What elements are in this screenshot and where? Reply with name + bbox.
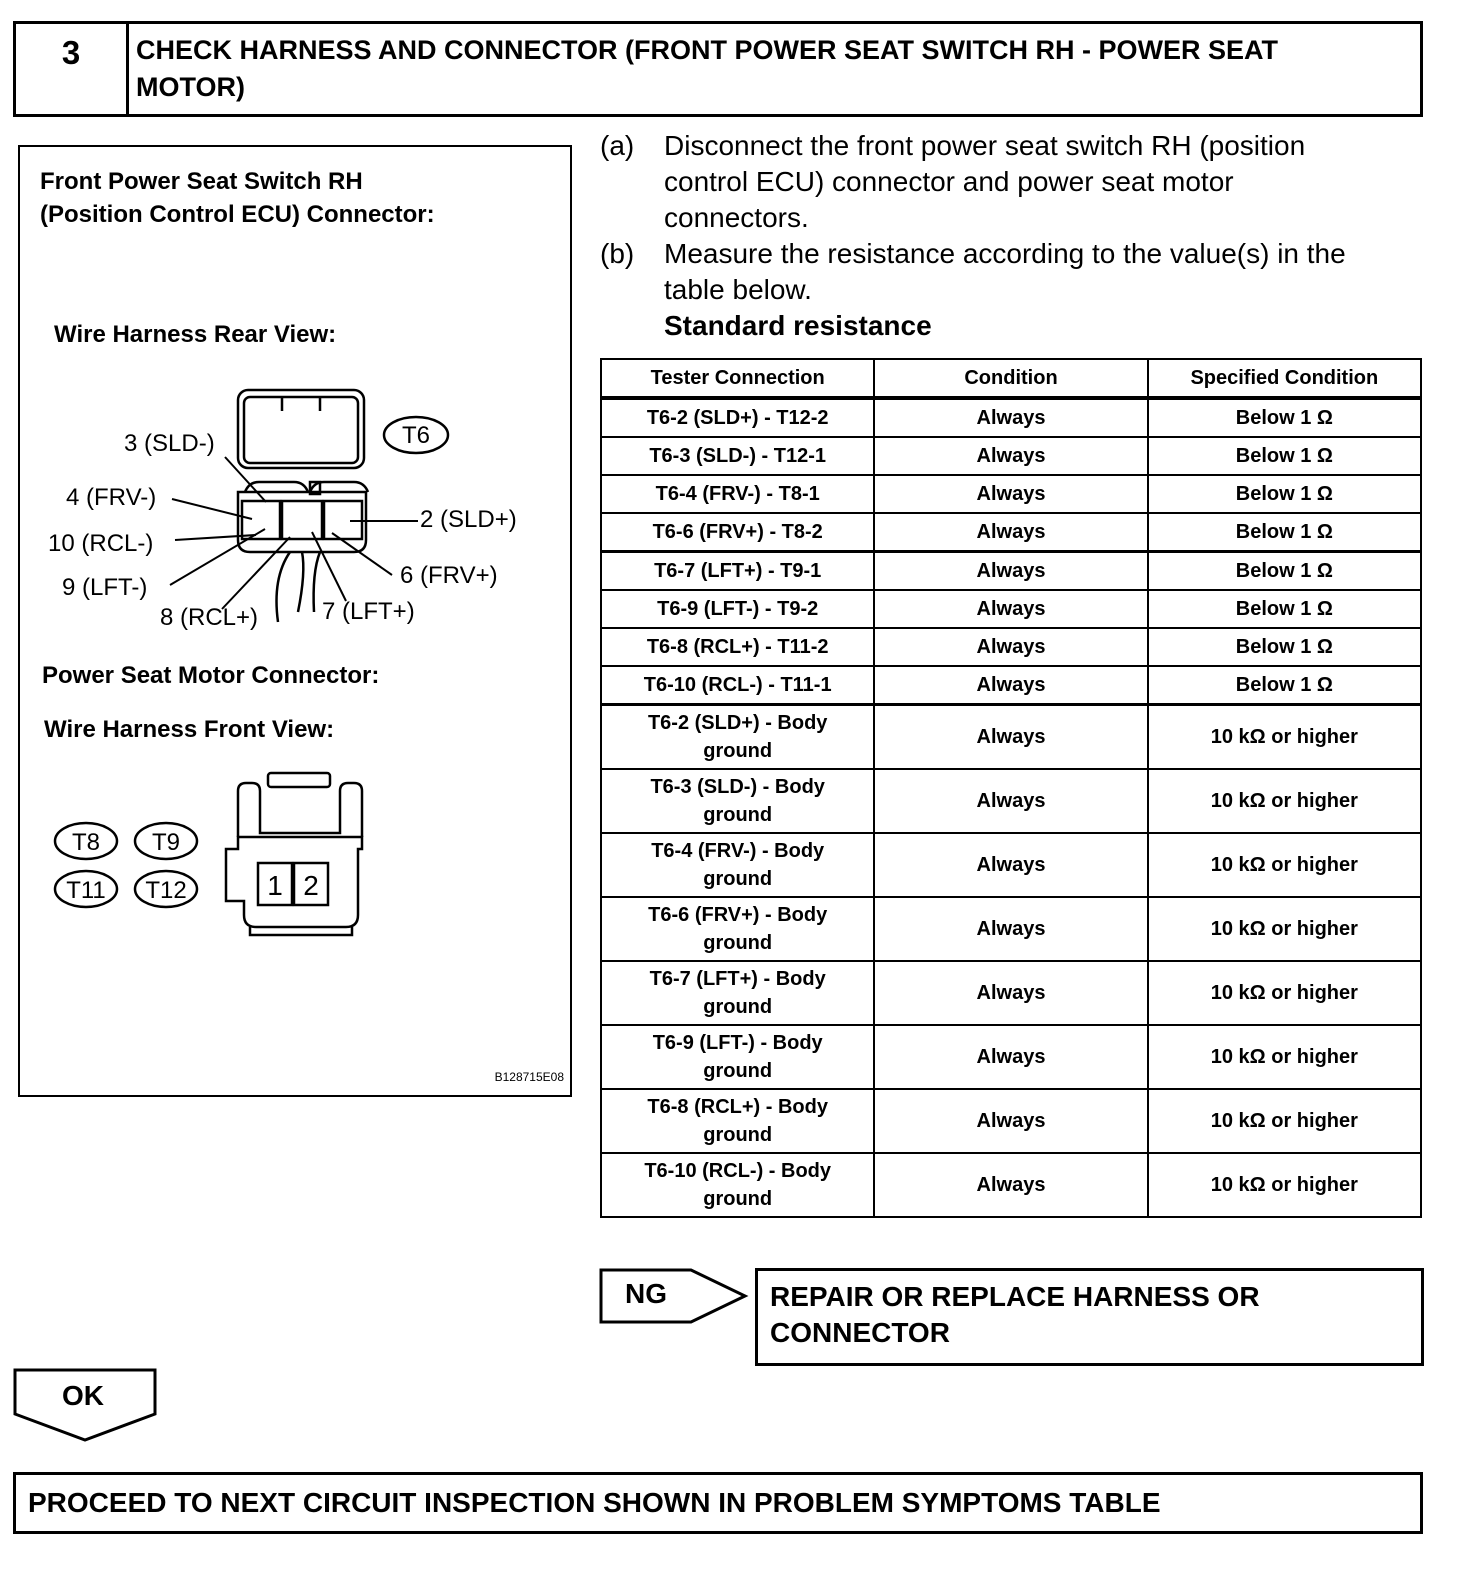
tester-connection-cell — [601, 961, 874, 1025]
table-row — [601, 1025, 1421, 1089]
condition-cell: Always — [874, 1153, 1147, 1217]
final-step-box — [13, 1472, 1423, 1534]
standard-resistance-heading: Standard resistance — [664, 310, 932, 341]
t6-label: T6 — [401, 422, 431, 449]
table-row — [601, 705, 1421, 770]
table-row — [601, 961, 1421, 1025]
specified-condition-cell: Below 1 Ω — [1148, 628, 1421, 666]
pin-label-6: 6 (FRV+) — [400, 562, 498, 589]
specified-condition-cell: 10 kΩ or higher — [1148, 1025, 1421, 1089]
tester-connection-cell — [601, 1089, 874, 1153]
tester-connection-cell — [601, 590, 874, 628]
condition-cell: Always — [874, 552, 1147, 591]
condition-cell: Always — [874, 590, 1147, 628]
specified-condition-cell: 10 kΩ or higher — [1148, 1089, 1421, 1153]
specified-condition-cell: 10 kΩ or higher — [1148, 897, 1421, 961]
step-title-line2: MOTOR) — [136, 72, 245, 102]
t8-label: T8 — [71, 829, 101, 856]
tester-connection-text: T6-9 (LFT-) - Body — [652, 1032, 823, 1054]
step-title — [136, 32, 1416, 106]
table-row — [601, 513, 1421, 552]
table-row — [601, 475, 1421, 513]
pin-label-2: 2 (SLD+) — [420, 506, 517, 533]
pin-label-10: 10 (RCL-) — [48, 530, 154, 557]
tester-connection-cell — [601, 437, 874, 475]
rear-view-label: Wire Harness Rear View: — [54, 321, 337, 348]
tester-connection-text: T6-3 (SLD-) - T12-1 — [649, 444, 827, 467]
t12-label: T12 — [145, 877, 187, 904]
table-row — [601, 1089, 1421, 1153]
resistance-table — [600, 358, 1422, 1218]
pin-label-9: 9 (LFT-) — [62, 574, 148, 601]
instruction-text: control ECU) connector and power seat motor — [664, 166, 1234, 197]
condition-cell: Always — [874, 769, 1147, 833]
tester-connection-text: T6-6 (FRV+) - Body — [648, 904, 828, 926]
condition-cell: Always — [874, 398, 1147, 437]
step-header — [13, 21, 1423, 117]
t6-connector-tag — [384, 417, 448, 453]
table-row — [601, 1153, 1421, 1217]
column-header: Specified Condition — [1148, 359, 1421, 398]
instruction-letter: (a) — [600, 130, 635, 161]
table-row — [601, 666, 1421, 705]
tester-connection-text: T6-2 (SLD+) - Body — [647, 712, 828, 734]
tester-connection-text: T6-8 (RCL+) - Body — [647, 1096, 828, 1118]
motor-connector-drawing — [226, 773, 362, 935]
tester-connection-text: ground — [703, 1124, 773, 1146]
instruction-text: Measure the resistance according to the value(s) in the — [664, 238, 1346, 269]
tester-connection-text: T6-6 (FRV+) - T8-2 — [652, 520, 823, 543]
tester-connection-text: ground — [703, 996, 773, 1018]
table-header-row — [601, 359, 1421, 398]
tester-connection-text: ground — [703, 1188, 773, 1210]
tester-connection-text: T6-4 (FRV-) - Body — [651, 840, 825, 862]
connector-illustration — [18, 145, 572, 1097]
specified-condition-cell: Below 1 Ω — [1148, 666, 1421, 705]
specified-condition-cell: Below 1 Ω — [1148, 513, 1421, 552]
column-header: Tester Connection — [601, 359, 874, 398]
t6-connector-drawing — [238, 390, 368, 622]
specified-condition-cell: Below 1 Ω — [1148, 590, 1421, 628]
ng-label: NG — [625, 1278, 667, 1309]
tester-connection-text: T6-7 (LFT+) - Body — [649, 968, 826, 990]
ecu-connector-title-line1: Front Power Seat Switch RH — [40, 168, 363, 195]
table-row — [601, 897, 1421, 961]
table-row — [601, 628, 1421, 666]
table-row — [601, 552, 1421, 591]
tester-connection-text: T6-10 (RCL-) - Body — [644, 1160, 832, 1182]
condition-cell: Always — [874, 833, 1147, 897]
condition-cell: Always — [874, 1025, 1147, 1089]
ecu-connector-title-line2: (Position Control ECU) Connector: — [40, 201, 435, 228]
tester-connection-cell — [601, 833, 874, 897]
tester-connection-text: T6-4 (FRV-) - T8-1 — [655, 482, 820, 505]
ok-label: OK — [62, 1380, 104, 1411]
specified-condition-cell: Below 1 Ω — [1148, 437, 1421, 475]
specified-condition-cell: Below 1 Ω — [1148, 552, 1421, 591]
tester-connection-text: ground — [703, 868, 773, 890]
specified-condition-cell: 10 kΩ or higher — [1148, 833, 1421, 897]
tester-connection-cell — [601, 769, 874, 833]
tester-connection-text: ground — [703, 804, 773, 826]
tester-connection-cell — [601, 705, 874, 770]
instruction-text: connectors. — [664, 202, 809, 233]
ng-action-line1: REPAIR OR REPLACE HARNESS OR — [770, 1281, 1260, 1312]
t11-label: T11 — [66, 877, 106, 904]
pin-label-8: 8 (RCL+) — [160, 604, 259, 631]
column-header: Condition — [874, 359, 1147, 398]
ng-action-line2: CONNECTOR — [770, 1317, 950, 1348]
instructions — [600, 128, 1420, 308]
tester-connection-cell — [601, 475, 874, 513]
connector-diagram — [20, 147, 574, 1099]
instruction-letter: (b) — [600, 238, 635, 269]
instruction-text: table below. — [664, 274, 812, 305]
tester-connection-text: ground — [703, 740, 773, 762]
tester-connection-text: T6-10 (RCL-) - T11-1 — [643, 673, 832, 696]
tester-connection-text: T6-2 (SLD+) - T12-2 — [646, 406, 829, 429]
tester-connection-cell — [601, 897, 874, 961]
specified-condition-cell: Below 1 Ω — [1148, 475, 1421, 513]
tester-connection-text: ground — [703, 932, 773, 954]
table-row — [601, 833, 1421, 897]
condition-cell: Always — [874, 628, 1147, 666]
final-step-text: PROCEED TO NEXT CIRCUIT INSPECTION SHOWN IN PROBLEM SYMPTOMS TABLE — [28, 1487, 1161, 1518]
condition-cell: Always — [874, 513, 1147, 552]
specified-condition-cell: 10 kΩ or higher — [1148, 769, 1421, 833]
tester-connection-cell — [601, 1153, 874, 1217]
tester-connection-cell — [601, 552, 874, 591]
condition-cell: Always — [874, 897, 1147, 961]
pin-leader-lines — [170, 457, 418, 609]
ng-action-text — [770, 1279, 1260, 1351]
condition-cell: Always — [874, 475, 1147, 513]
step-title-line1: CHECK HARNESS AND CONNECTOR (FRONT POWER SEAT SWITCH RH - POWER SEAT — [136, 35, 1279, 65]
table-row — [601, 590, 1421, 628]
tester-connection-text: T6-3 (SLD-) - Body — [650, 776, 825, 798]
table-row — [601, 437, 1421, 475]
condition-cell: Always — [874, 1089, 1147, 1153]
ng-arrow — [599, 1268, 749, 1324]
specified-condition-cell: 10 kΩ or higher — [1148, 961, 1421, 1025]
condition-cell: Always — [874, 961, 1147, 1025]
motor-connector-title: Power Seat Motor Connector: — [42, 662, 380, 689]
tester-connection-cell — [601, 628, 874, 666]
table-row — [601, 398, 1421, 437]
table-row — [601, 769, 1421, 833]
specified-condition-cell: 10 kΩ or higher — [1148, 705, 1421, 770]
tester-connection-cell — [601, 1025, 874, 1089]
tester-connection-text: T6-9 (LFT-) - T9-2 — [657, 597, 819, 620]
condition-cell: Always — [874, 705, 1147, 770]
tester-connection-text: T6-7 (LFT+) - T9-1 — [654, 559, 822, 582]
motor-connector-tags — [55, 823, 197, 907]
t9-label: T9 — [151, 829, 181, 856]
instruction-b — [600, 236, 1420, 308]
motor-pin-2: 2 — [303, 870, 319, 901]
tester-connection-cell — [601, 666, 874, 705]
condition-cell: Always — [874, 666, 1147, 705]
ng-action-box — [755, 1268, 1424, 1366]
front-view-label: Wire Harness Front View: — [44, 716, 335, 743]
instruction-text: Disconnect the front power seat switch RH (position — [664, 130, 1306, 161]
condition-cell: Always — [874, 437, 1147, 475]
pin-label-4: 4 (FRV-) — [66, 484, 157, 511]
figure-code: B128715E08 — [494, 1070, 564, 1084]
pin-label-7: 7 (LFT+) — [322, 598, 415, 625]
motor-pin-1: 1 — [267, 870, 283, 901]
instruction-a — [600, 128, 1420, 236]
step-number: 3 — [16, 24, 129, 114]
tester-connection-text: ground — [703, 1060, 773, 1082]
specified-condition-cell: 10 kΩ or higher — [1148, 1153, 1421, 1217]
tester-connection-text: T6-8 (RCL+) - T11-2 — [646, 635, 829, 658]
pin-label-3: 3 (SLD-) — [124, 430, 215, 457]
tester-connection-cell — [601, 398, 874, 437]
tester-connection-cell — [601, 513, 874, 552]
specified-condition-cell: Below 1 Ω — [1148, 398, 1421, 437]
